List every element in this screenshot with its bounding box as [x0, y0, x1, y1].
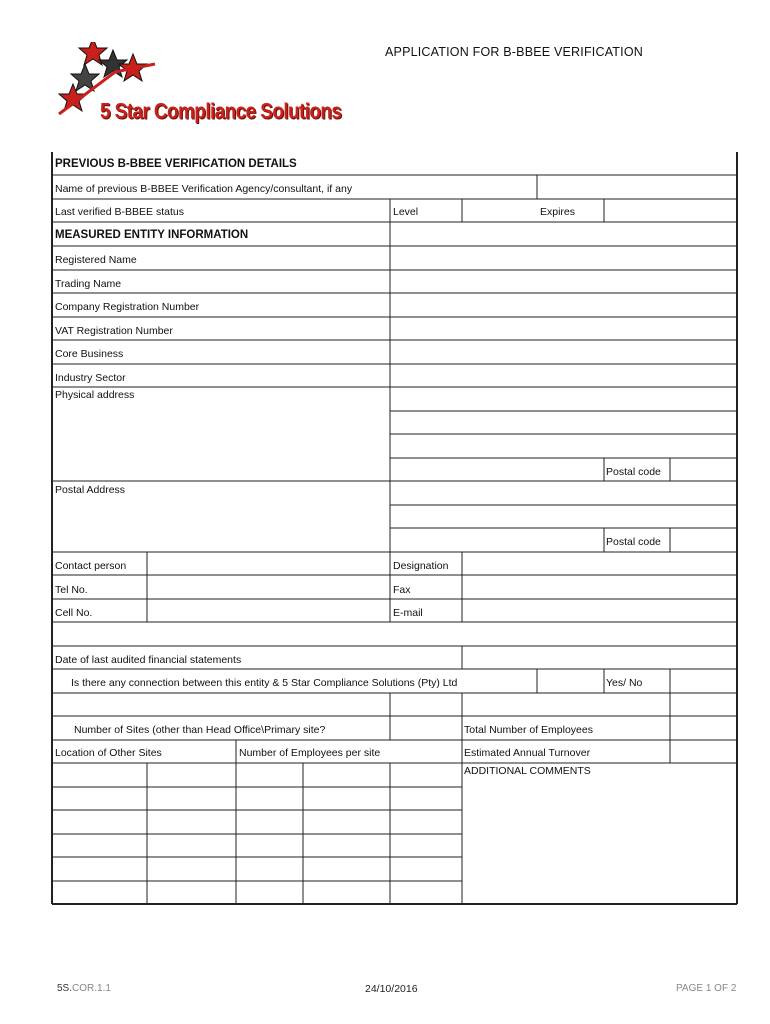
document-code-prefix: 5S.: [57, 983, 73, 994]
comments-label: ADDITIONAL COMMENTS: [464, 765, 591, 777]
level-input[interactable]: [463, 200, 603, 221]
fax-input[interactable]: [463, 576, 736, 598]
cell-label: Cell No.: [55, 607, 93, 619]
connection-label: Is there any connection between this entity & 5 Star Compliance Solutions (Pty) Ltd: [71, 677, 458, 689]
document-code-suffix: COR.1.1: [72, 983, 111, 994]
email-label: E-mail: [393, 607, 423, 619]
tel-input[interactable]: [148, 576, 389, 598]
trading-name-label: Trading Name: [55, 278, 122, 290]
level-label: Level: [393, 206, 419, 218]
postal-address-input[interactable]: [391, 482, 736, 527]
trading-name-input[interactable]: [391, 271, 736, 292]
registered-name-input[interactable]: [391, 247, 736, 269]
company-reg-input[interactable]: [391, 294, 736, 316]
physical-postal-code-input[interactable]: [671, 459, 736, 480]
email-input[interactable]: [463, 600, 736, 621]
postal-address-label: Postal Address: [55, 484, 126, 496]
tel-label: Tel No.: [55, 584, 88, 596]
expires-label: Expires: [540, 206, 576, 218]
physical-postal-code-label: Postal code: [606, 466, 661, 478]
document-date: 24/10/2016: [365, 983, 418, 995]
core-business-label: Core Business: [55, 348, 124, 360]
employees-per-site-label: Number of Employees per site: [239, 747, 381, 759]
audited-date-input[interactable]: [463, 647, 736, 668]
comments-input[interactable]: [463, 777, 736, 903]
sites-table[interactable]: [53, 764, 461, 903]
postal-postal-code-input[interactable]: [671, 529, 736, 551]
location-sites-label: Location of Other Sites: [55, 747, 162, 759]
industry-sector-input[interactable]: [391, 365, 736, 386]
registered-name-label: Registered Name: [55, 254, 137, 266]
prev-agency-input[interactable]: [538, 176, 736, 198]
designation-input[interactable]: [463, 553, 736, 574]
document-code: [57, 983, 111, 994]
fax-label: Fax: [393, 584, 411, 596]
designation-label: Designation: [393, 560, 449, 572]
physical-address-input[interactable]: [391, 388, 736, 457]
section-measured-entity: MEASURED ENTITY INFORMATION: [55, 229, 249, 241]
logo-text: 5 Star Compliance Solutions: [100, 100, 342, 125]
page-title: APPLICATION FOR B-BBEE VERIFICATION: [385, 45, 643, 59]
turnover-label: Estimated Annual Turnover: [464, 747, 591, 759]
contact-person-input[interactable]: [148, 553, 389, 574]
core-business-input[interactable]: [391, 341, 736, 363]
expires-input[interactable]: [605, 200, 736, 221]
yes-no-label: Yes/ No: [606, 677, 643, 689]
section-previous-verification: PREVIOUS B-BBEE VERIFICATION DETAILS: [55, 158, 297, 170]
num-sites-input[interactable]: [391, 717, 461, 739]
physical-address-label: Physical address: [55, 389, 135, 401]
total-employees-label: Total Number of Employees: [464, 724, 593, 736]
prev-agency-label: Name of previous B-BBEE Verification Agency/consultant, if any: [55, 183, 353, 195]
yes-no-input[interactable]: [671, 670, 736, 692]
num-sites-label: Number of Sites (other than Head Office\Primary site?: [74, 724, 326, 736]
company-reg-label: Company Registration Number: [55, 301, 200, 313]
vat-reg-label: VAT Registration Number: [55, 325, 173, 337]
industry-sector-label: Industry Sector: [55, 372, 126, 384]
total-employees-input[interactable]: [671, 717, 736, 739]
last-status-label: Last verified B-BBEE status: [55, 206, 184, 218]
audited-date-label: Date of last audited financial statements: [55, 654, 242, 666]
cell-input[interactable]: [148, 600, 389, 621]
postal-postal-code-label: Postal code: [606, 536, 661, 548]
contact-person-label: Contact person: [55, 560, 127, 572]
connection-input[interactable]: [538, 670, 603, 692]
page-number: PAGE 1 OF 2: [676, 983, 737, 994]
turnover-input[interactable]: [671, 741, 736, 762]
vat-reg-input[interactable]: [391, 318, 736, 339]
